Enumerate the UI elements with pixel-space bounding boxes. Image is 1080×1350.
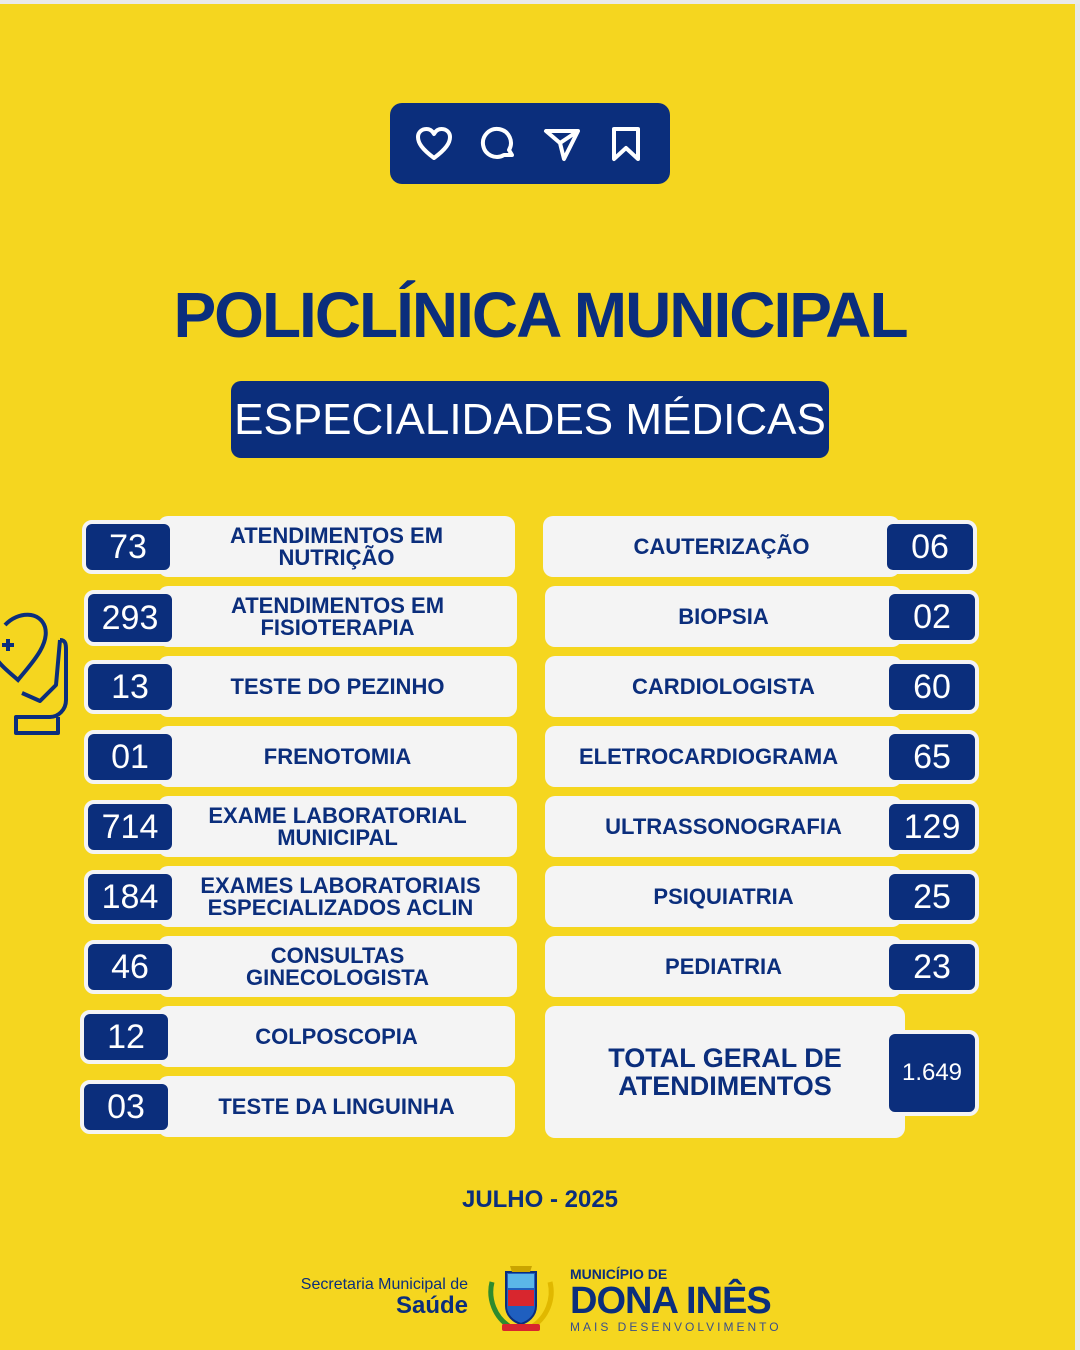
- item-value: 65: [885, 730, 979, 784]
- item-value: 01: [84, 730, 176, 784]
- top-border: [0, 0, 1080, 4]
- item-label: CARDIOLOGISTA: [632, 673, 815, 699]
- municipio-line-1: MUNICÍPIO DE: [570, 1266, 668, 1282]
- bookmark-icon[interactable]: [606, 124, 646, 164]
- list-item-label: [158, 936, 517, 997]
- item-value: 25: [885, 870, 979, 924]
- item-value: 73: [82, 520, 174, 574]
- item-label: ATENDIMENTOS EM FISIOTERAPIA: [230, 592, 445, 640]
- item-value: 12: [80, 1010, 172, 1064]
- item-value: 06: [883, 520, 977, 574]
- item-value: 23: [885, 940, 979, 994]
- item-label: ATENDIMENTOS EM NUTRIÇÃO: [229, 522, 444, 570]
- item-label: ELETROCARDIOGRAMA: [579, 743, 839, 769]
- municipio-line-2: DONA INÊS: [570, 1280, 771, 1322]
- list-item-label: [545, 726, 902, 787]
- item-label: COLPOSCOPIA: [255, 1023, 418, 1049]
- page-subtitle: ESPECIALIDADES MÉDICAS: [231, 381, 829, 458]
- total-label: TOTAL GERAL DE ATENDIMENTOS: [608, 1043, 842, 1101]
- item-value: 129: [885, 800, 979, 854]
- item-label: ULTRASSONOGRAFIA: [605, 813, 842, 839]
- comment-icon[interactable]: [478, 124, 518, 164]
- list-item-label: [545, 656, 902, 717]
- total-label-card: [545, 1006, 905, 1138]
- send-icon[interactable]: [542, 124, 582, 164]
- item-label: CAUTERIZAÇÃO: [633, 533, 810, 559]
- list-item-label: [158, 1076, 515, 1137]
- item-value: 293: [84, 590, 176, 646]
- period-label: JULHO - 2025: [461, 1186, 619, 1213]
- social-actions-bar: [390, 103, 670, 184]
- item-label: CONSULTAS GINECOLOGISTA: [246, 942, 429, 990]
- list-item-label: [545, 796, 902, 857]
- total-value: 1.649: [885, 1030, 979, 1116]
- item-value: 03: [80, 1080, 172, 1134]
- care-hands-icon: [0, 605, 72, 745]
- page-title: POLICLÍNICA MUNICIPAL: [173, 279, 907, 351]
- item-value: 13: [84, 660, 176, 714]
- heart-icon[interactable]: [414, 124, 454, 164]
- list-item-label: [545, 866, 902, 927]
- item-label: TESTE DA LINGUINHA: [218, 1093, 455, 1119]
- list-item-label: [158, 516, 515, 577]
- list-item-label: [158, 796, 517, 857]
- list-item-label: [158, 656, 517, 717]
- list-item-label: [158, 586, 517, 647]
- item-label: FRENOTOMIA: [263, 743, 412, 769]
- item-label: PEDIATRIA: [665, 953, 782, 979]
- item-value: 714: [84, 800, 176, 854]
- secretaria-line-1: Secretaria Municipal de: [300, 1276, 468, 1293]
- list-item-label: [545, 936, 902, 997]
- municipio-line-3: MAIS DESENVOLVIMENTO: [570, 1320, 782, 1334]
- item-value: 02: [885, 590, 979, 644]
- item-label: TESTE DO PEZINHO: [230, 673, 445, 699]
- item-label: BIOPSIA: [678, 603, 769, 629]
- municipal-crest-icon: [484, 1262, 558, 1334]
- item-label: PSIQUIATRIA: [653, 883, 794, 909]
- list-item-label: [158, 1006, 515, 1067]
- list-item-label: [158, 726, 517, 787]
- list-item-label: [545, 586, 902, 647]
- list-item-label: [158, 866, 517, 927]
- item-label: EXAME LABORATORIAL MUNICIPAL: [208, 802, 467, 850]
- item-value: 46: [84, 940, 176, 994]
- municipio-logo: [570, 1266, 782, 1334]
- secretaria-line-2: Saúde: [395, 1292, 468, 1319]
- secretaria-logo: [262, 1276, 468, 1318]
- item-value: 60: [885, 660, 979, 714]
- item-label: EXAMES LABORATORIAIS ESPECIALIZADOS ACLIN: [200, 872, 481, 920]
- item-value: 184: [84, 870, 176, 924]
- list-item-label: [543, 516, 900, 577]
